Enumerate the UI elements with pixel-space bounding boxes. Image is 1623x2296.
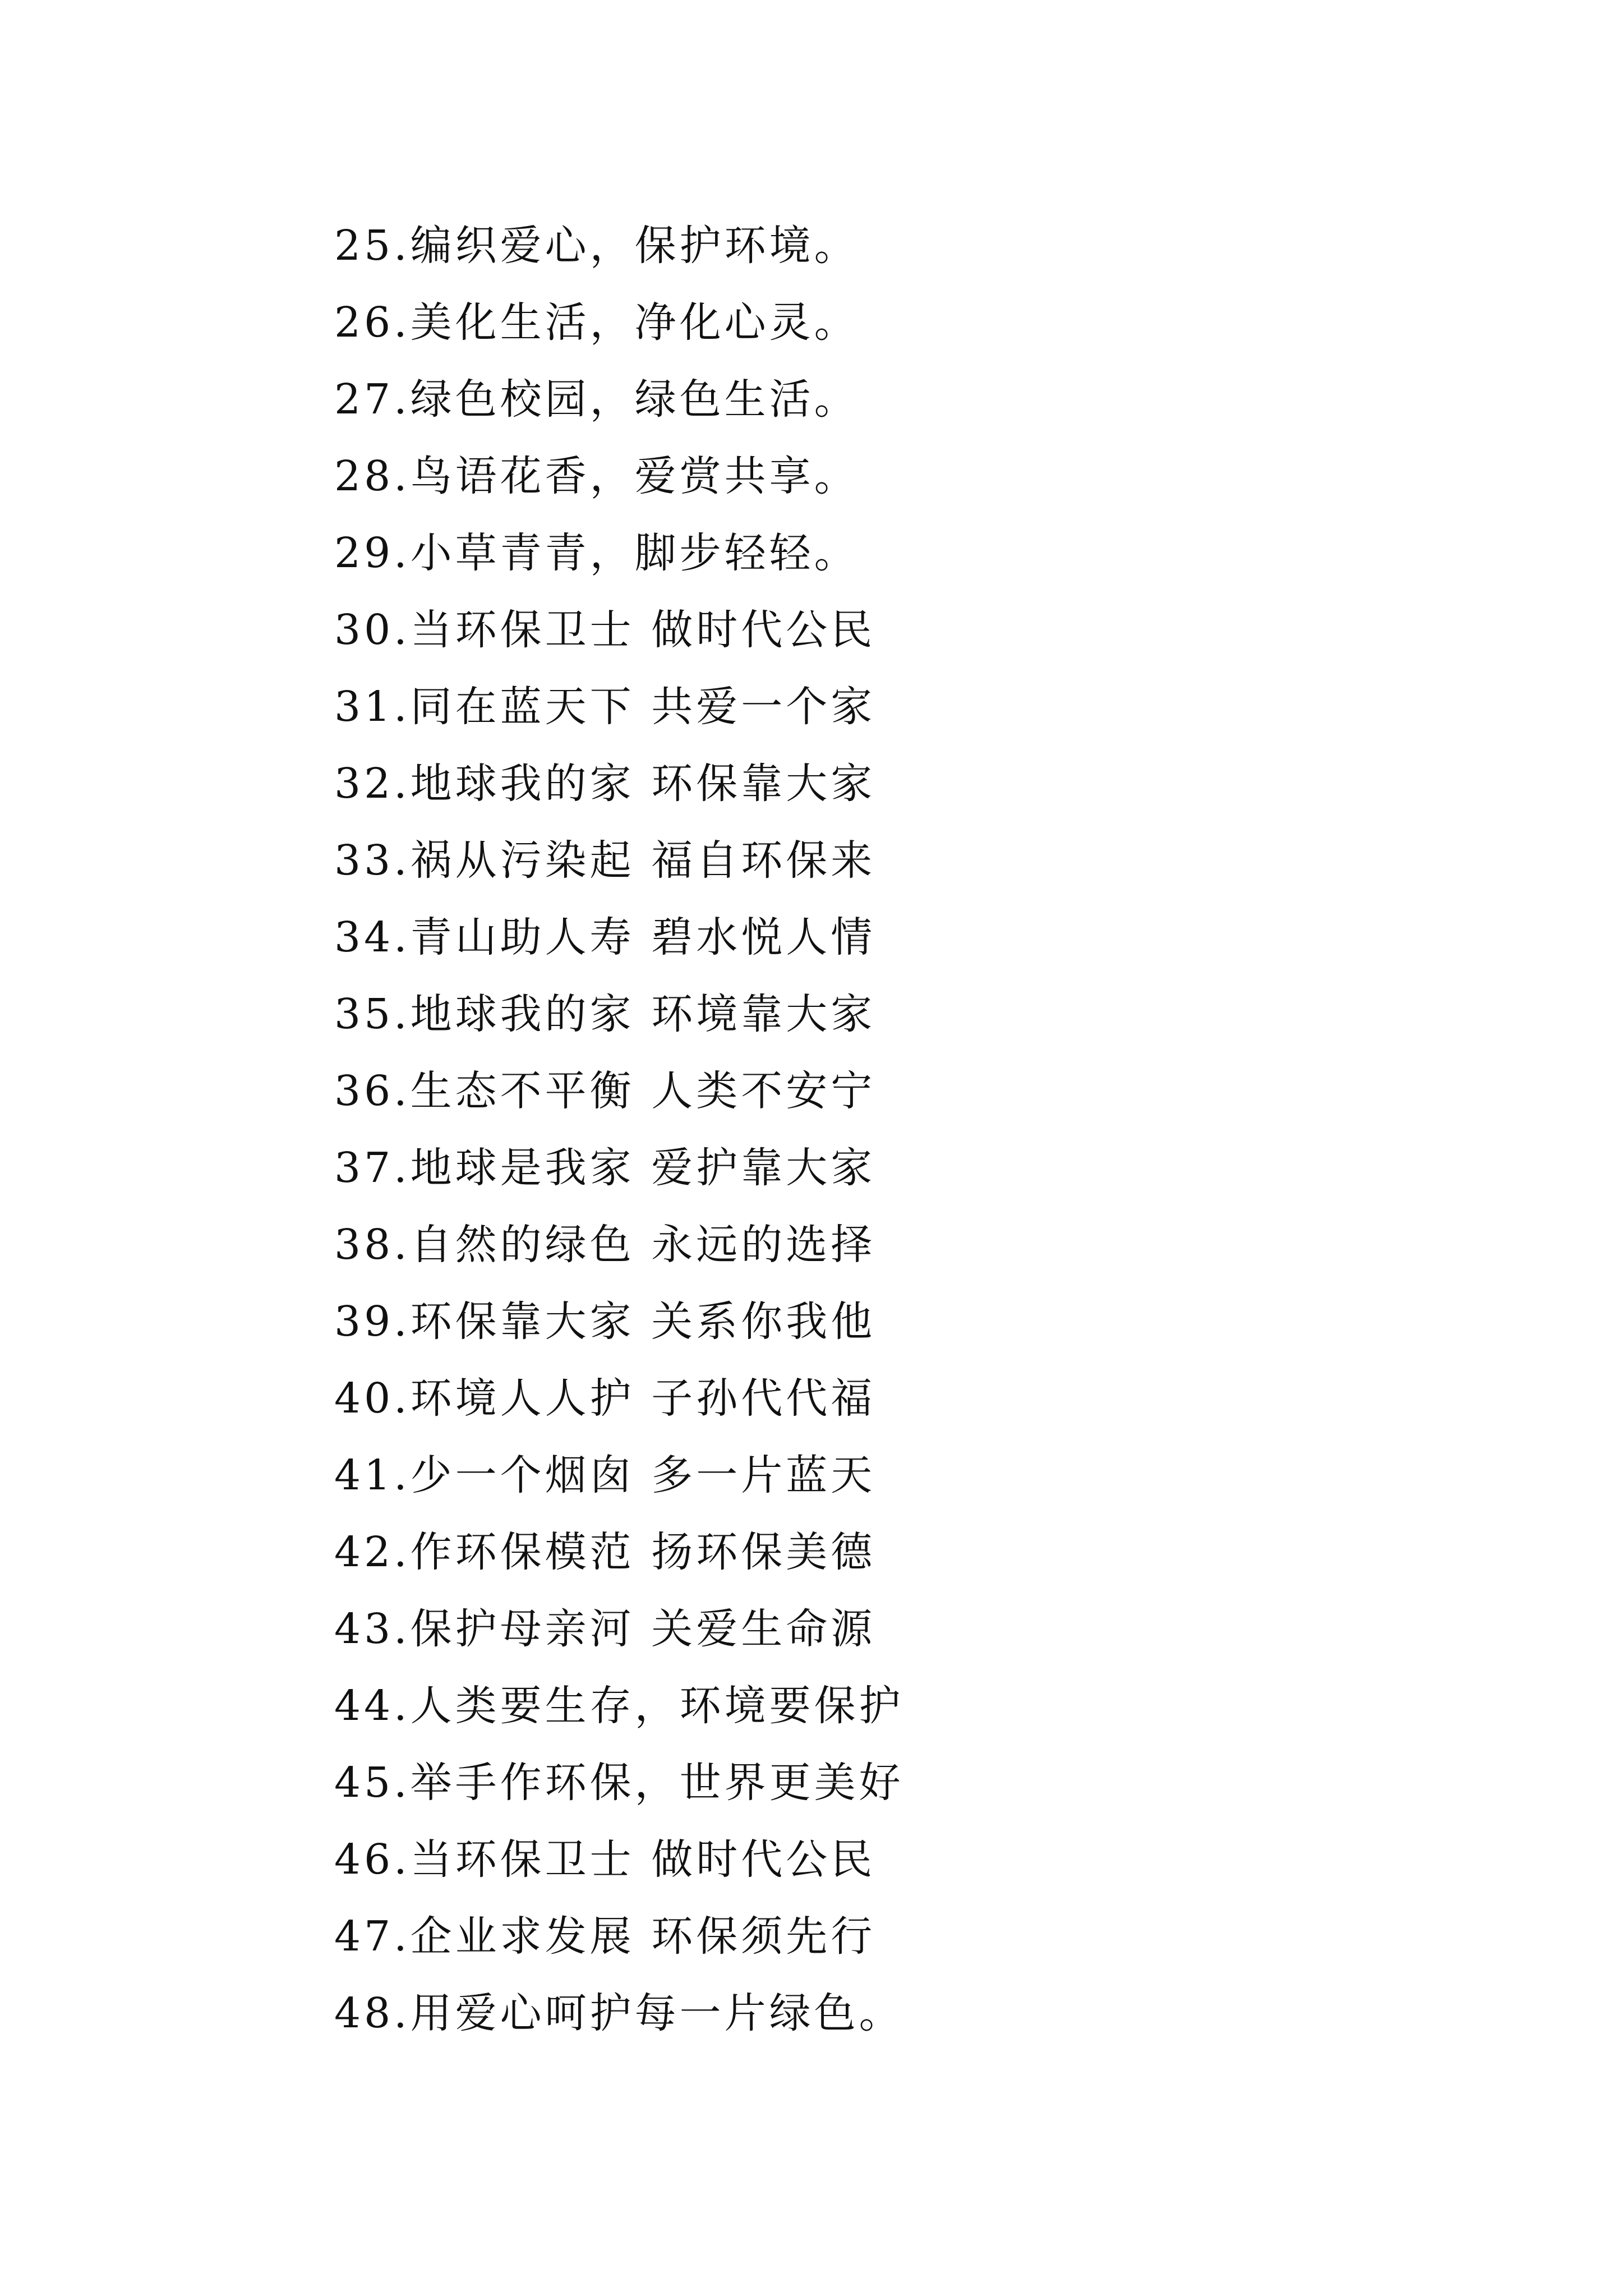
slogan-line: 46.当环保卫士 做时代公民 <box>334 1835 876 1884</box>
slogan-line: 44.人类要生存，环境要保护 <box>334 1682 904 1730</box>
slogan-line: 41.少一个烟囱 多一片蓝天 <box>334 1451 876 1499</box>
slogan-line: 29.小草青青，脚步轻轻。 <box>334 529 859 577</box>
slogan-line: 30.当环保卫士 做时代公民 <box>334 606 876 654</box>
slogan-line: 33.祸从污染起 福自环保来 <box>334 836 876 885</box>
slogan-line: 28.鸟语花香，爱赏共享。 <box>334 452 859 500</box>
slogan-line: 43.保护母亲河 关爱生命源 <box>334 1605 876 1653</box>
slogan-line: 32.地球我的家 环保靠大家 <box>334 760 876 808</box>
slogan-line: 45.举手作环保，世界更美好 <box>334 1759 904 1807</box>
slogan-line: 36.生态不平衡 人类不安宁 <box>334 1067 876 1115</box>
slogan-line: 37.地球是我家 爱护靠大家 <box>334 1144 876 1192</box>
slogan-line: 34.青山助人寿 碧水悦人情 <box>334 913 876 961</box>
slogan-line: 27.绿色校园，绿色生活。 <box>334 375 859 424</box>
slogan-line: 47.企业求发展 环保须先行 <box>334 1912 876 1961</box>
slogan-line: 40.环境人人护 子孙代代福 <box>334 1374 876 1423</box>
slogan-list <box>334 208 904 2052</box>
slogan-line: 25.编织爱心，保护环境。 <box>334 222 859 270</box>
slogan-line: 39.环保靠大家 关系你我他 <box>334 1297 876 1346</box>
slogan-line: 42.作环保模范 扬环保美德 <box>334 1528 876 1576</box>
slogan-line: 26.美化生活，净化心灵。 <box>334 298 859 347</box>
slogan-line: 48.用爱心呵护每一片绿色。 <box>334 1989 904 2037</box>
slogan-line: 31.同在蓝天下 共爱一个家 <box>334 683 876 731</box>
slogan-line: 38.自然的绿色 永远的选择 <box>334 1221 876 1269</box>
slogan-line: 35.地球我的家 环境靠大家 <box>334 990 876 1038</box>
